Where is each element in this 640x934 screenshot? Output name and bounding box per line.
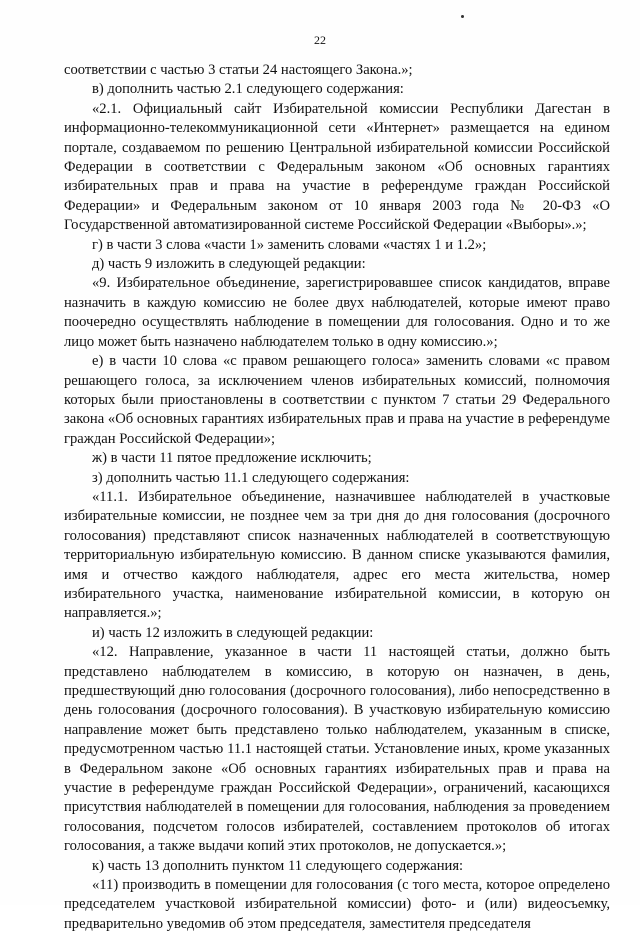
paragraph-4: г) в части 3 слова «части 1» заменить словами «частях 1 и 1.2»; [92, 236, 487, 253]
paragraph-13: к) часть 13 дополнить пунктом 11 следующего содержания: [92, 857, 464, 874]
paragraph-5: д) часть 9 изложить в следующей редакции: [92, 256, 366, 273]
paragraph-8: ж) в части 11 пятое предложение исключить; [92, 450, 372, 467]
paragraph-14: «11) производить в помещении для голосования (с того места, которое определено председателем участковой избирательной комиссии) фото- и (или) видеосъемку, предварительно уведомив об этом председателя, заместителя председателя [64, 877, 610, 932]
paragraph-1: соответствии с частью 3 статьи 24 настоящего Закона.»; [64, 62, 413, 78]
paragraph-10: «11.1. Избирательное объединение, назначившее наблюдателей в участковые избирательные комиссии, не позднее чем за три дня до дня голосования (досрочного голосования) представляют список назначенных наблюдателей в соответствующую территориальную избирательную комиссию. В данном списке указываются фамилия, имя и отчество каждого наблюдателя, адрес его места жительства, номер избирательного участка, наименование избирательной комиссии, в которую он направляется.»; [64, 488, 610, 622]
scan-speck [461, 15, 464, 18]
body-text [64, 61, 610, 934]
page-number: 22 [314, 33, 326, 47]
paragraph-9: з) дополнить частью 11.1 следующего содержания: [92, 469, 410, 486]
paragraph-3: «2.1. Официальный сайт Избирательной комиссии Республики Дагестан в информационно-телекоммуникационной сети «Интернет» размещается на едином портале, создаваемом по решению Центральной избирательной комиссии Российской Федерации в соответствии с Федеральным законом «Об основных гарантиях избирательных прав и права на участие в референдуме граждан Российской Федерации» и Федеральным законом от 10 января 2003 года № 20-ФЗ «О Государственной автоматизированной системе Российской Федерации «Выборы».»; [64, 100, 610, 234]
paragraph-7: е) в части 10 слова «с правом решающего голоса» заменить словами «с правом решающего голоса, за исключением членов избирательных комиссий, полномочия которых были приостановлены в соответствии с пунктом 7 статьи 29 Федерального закона «Об основных гарантиях избирательных прав и права на участие в референдуме граждан Российской Федерации»; [64, 353, 610, 447]
paragraph-6: «9. Избирательное объединение, зарегистрировавшее список кандидатов, вправе назначить в каждую комиссию не более двух наблюдателей, которые имеют право поочередно осуществлять наблюдение в помещении для голосования. Одно и то же лицо может быть назначено наблюдателем только в одну комиссию.»; [64, 275, 610, 350]
paragraph-11: и) часть 12 изложить в следующей редакции: [92, 624, 374, 641]
paragraph-2: в) дополнить частью 2.1 следующего содержания: [92, 81, 404, 98]
paragraph-12: «12. Направление, указанное в части 11 настоящей статьи, должно быть представлено наблюдателем в комиссию, в которую он назначен, в день, предшествующий дню голосования (досрочного голосования), либо непосредственно в день голосования (досрочного голосования). В участковую избирательную комиссию направление может быть представлено только наблюдателем, указанным в списке, предусмотренном частью 11.1 настоящей статьи. Установление иных, кроме указанных в Федеральном законе «Об основных гарантиях избирательных прав и права на участие в референдуме граждан Российской Федерации», ограничений, касающихся присутствия наблюдателей в помещении для голосования, наблюдения за проведением голосования, подсчетом голосов избирателей, составлением протоколов об итогах голосования, а также выдачи копий этих протоколов, не допускается.»; [64, 644, 610, 855]
